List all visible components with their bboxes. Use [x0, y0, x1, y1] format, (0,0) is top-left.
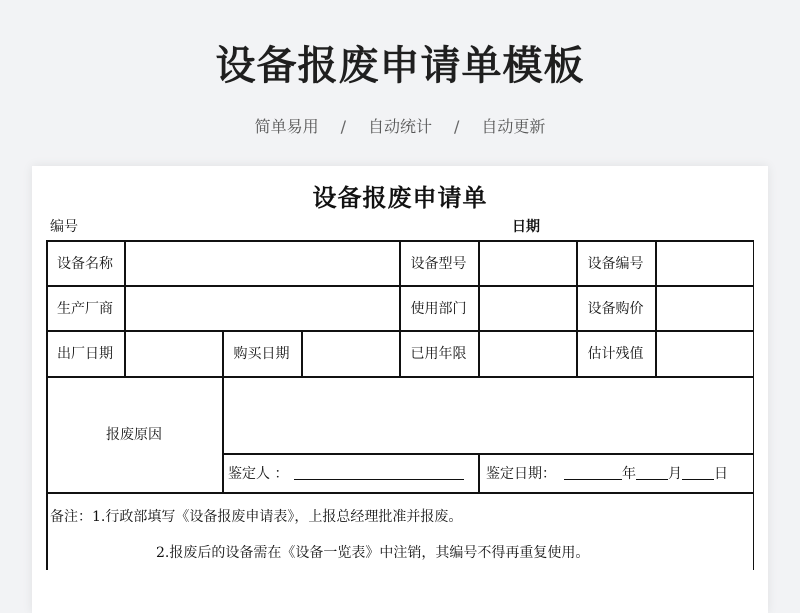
- form-sheet: [32, 166, 768, 613]
- label-department: 使用部门: [410, 300, 467, 317]
- unit-month: 月: [668, 465, 682, 482]
- number-label: 编号: [50, 219, 78, 235]
- field-equipment-name[interactable]: [125, 240, 399, 285]
- label-manufacturer: 生产厂商: [57, 300, 113, 317]
- field-purchase-date[interactable]: [302, 330, 399, 376]
- label-equipment-number: 设备编号: [587, 255, 644, 272]
- table-rule: [46, 492, 754, 494]
- field-manufacturer[interactable]: [125, 285, 399, 330]
- field-appraisal-day[interactable]: [682, 466, 714, 480]
- tag-auto-update: 自动更新: [481, 117, 546, 136]
- label-equipment-name: 设备名称: [57, 255, 113, 272]
- tag-separator: /: [454, 117, 460, 136]
- field-appraisal-year[interactable]: [564, 466, 622, 480]
- field-years-used[interactable]: [479, 330, 576, 376]
- tag-auto-stats: 自动统计: [367, 117, 432, 136]
- label-years-used: 已用年限: [410, 346, 467, 362]
- tag-separator: /: [340, 117, 346, 136]
- tag-easy: 简单易用: [254, 117, 319, 136]
- appraisal-date-row: [486, 453, 752, 492]
- table-rule: [478, 453, 480, 492]
- form-title: 设备报废申请单: [312, 183, 488, 212]
- note-line-1: 备注：1.行政部填写《设备报废申请表》，上报总经理批准并报废。: [50, 509, 463, 525]
- unit-day: 日: [714, 465, 728, 482]
- page-title: 设备报废申请单模板: [215, 43, 585, 89]
- feature-tagline: [0, 114, 800, 137]
- appraiser-row: [228, 453, 478, 492]
- field-equipment-number[interactable]: [656, 240, 753, 285]
- label-manufacture-date: 出厂日期: [57, 346, 113, 362]
- field-appraiser[interactable]: [294, 466, 464, 480]
- label-equipment-model: 设备型号: [410, 255, 467, 272]
- label-purchase-price: 设备购价: [587, 300, 644, 317]
- field-equipment-model[interactable]: [479, 240, 576, 285]
- form-table: [46, 240, 754, 570]
- unit-year: 年: [622, 465, 636, 482]
- field-department[interactable]: [479, 285, 576, 330]
- field-scrap-reason[interactable]: [223, 376, 753, 453]
- field-purchase-price[interactable]: [656, 285, 753, 330]
- label-purchase-date: 购买日期: [233, 346, 290, 362]
- field-appraisal-month[interactable]: [636, 466, 668, 480]
- date-label: 日期: [512, 219, 540, 235]
- label-appraiser: 鉴定人 ：: [228, 465, 289, 482]
- field-manufacture-date[interactable]: [125, 330, 222, 376]
- note-line-2: 2.报废后的设备需在《设备一览表》中注销，其编号不得再重复使用。: [156, 545, 590, 561]
- label-scrap-reason: 报废原因: [106, 427, 162, 443]
- label-appraisal-date: 鉴定日期：: [486, 465, 556, 482]
- field-residual-value[interactable]: [656, 330, 753, 376]
- label-residual-value: 估计残值: [587, 346, 644, 362]
